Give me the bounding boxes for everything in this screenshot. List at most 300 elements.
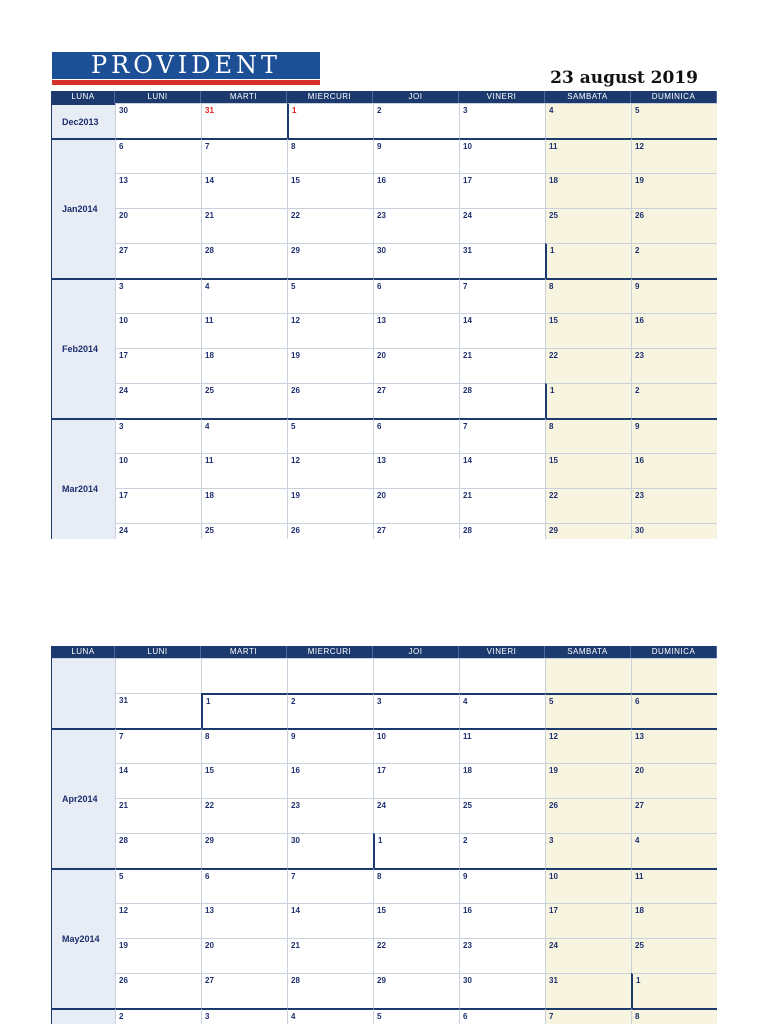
day-cell[interactable] [631,278,717,313]
day-cell[interactable] [459,103,545,138]
document-date: 23 august 2019 [550,68,698,88]
day-cell[interactable] [115,763,201,798]
day-cell[interactable] [115,488,201,523]
day-cell[interactable] [373,488,459,523]
day-cell[interactable] [287,938,373,973]
day-cell[interactable] [545,868,631,903]
month-label: Feb2014 [52,278,115,418]
day-number: 5 [635,106,640,115]
day-cell[interactable] [201,383,287,418]
day-number: 7 [205,142,210,151]
day-cell[interactable] [631,833,717,868]
day-cell[interactable] [631,903,717,938]
logo-text: PROVIDENT [90,51,282,79]
day-cell[interactable] [115,103,201,138]
day-cell[interactable] [287,313,373,348]
day-number: 9 [291,732,296,741]
day-cell[interactable] [631,383,717,418]
day-cell[interactable] [459,523,545,539]
day-cell[interactable] [459,693,545,728]
day-cell[interactable] [115,208,201,243]
day-number: 22 [205,801,214,810]
day-cell[interactable] [459,243,545,278]
day-cell[interactable] [373,938,459,973]
day-cell[interactable] [287,488,373,523]
day-cell[interactable] [631,488,717,523]
day-number: 6 [377,422,382,431]
day-cell[interactable] [459,763,545,798]
column-header-day: LUNI [115,91,201,103]
day-cell[interactable] [115,728,201,763]
day-cell[interactable] [373,973,459,1008]
day-number: 4 [205,282,210,291]
day-cell[interactable] [545,1008,631,1024]
day-number: 16 [635,316,644,325]
day-number: 19 [549,766,558,775]
day-cell[interactable] [115,868,201,903]
month-label: Jan2014 [52,138,115,278]
day-cell[interactable] [631,798,717,833]
column-header-day: MIERCURI [287,91,373,103]
day-number: 25 [635,941,644,950]
day-cell[interactable] [115,658,201,693]
day-cell[interactable] [631,243,717,278]
day-cell[interactable] [545,208,631,243]
day-number: 23 [635,351,644,360]
day-number: 16 [377,176,386,185]
day-number: 6 [119,142,124,151]
day-number: 2 [463,836,468,845]
day-cell[interactable] [373,103,459,138]
month-label: May2014 [52,868,115,1008]
day-number: 22 [549,351,558,360]
day-cell[interactable] [115,418,201,453]
day-cell[interactable] [373,798,459,833]
day-cell[interactable] [631,103,717,138]
day-cell[interactable] [545,693,631,728]
day-number: 3 [463,106,468,115]
day-cell[interactable] [545,278,631,313]
day-cell[interactable] [459,488,545,523]
day-number: 30 [291,836,300,845]
day-cell[interactable] [631,313,717,348]
day-cell[interactable] [631,453,717,488]
day-cell[interactable] [545,903,631,938]
day-cell[interactable] [373,453,459,488]
day-number: 26 [291,386,300,395]
day-cell[interactable] [201,138,287,173]
day-number: 2 [635,246,640,255]
day-number: 7 [291,872,296,881]
day-number: 11 [549,142,558,151]
day-cell[interactable] [373,243,459,278]
day-cell[interactable] [373,383,459,418]
day-cell[interactable] [631,173,717,208]
day-number: 2 [377,106,382,115]
day-cell[interactable] [631,523,717,539]
day-number: 15 [205,766,214,775]
day-number: 31 [119,696,128,705]
month-label: Dec2013 [52,103,115,138]
day-cell[interactable] [373,173,459,208]
day-cell[interactable] [631,693,717,728]
day-cell[interactable] [201,1008,287,1024]
day-number: 11 [205,456,214,465]
day-number: 7 [463,282,468,291]
day-number: 8 [291,142,296,151]
month-label [52,658,115,728]
day-number: 10 [549,872,558,881]
column-header-day: JOI [373,646,459,658]
day-number: 30 [377,246,386,255]
day-cell[interactable] [201,313,287,348]
day-cell[interactable] [459,453,545,488]
day-cell[interactable] [115,798,201,833]
day-cell[interactable] [459,868,545,903]
day-number: 25 [205,526,214,535]
month-label: Mar2014 [52,418,115,539]
day-cell[interactable] [545,453,631,488]
day-cell[interactable] [545,383,631,418]
day-number: 13 [377,456,386,465]
day-number: 27 [377,526,386,535]
day-number: 27 [205,976,214,985]
day-number: 19 [119,941,128,950]
day-number: 1 [550,386,555,395]
day-cell[interactable] [373,903,459,938]
day-cell[interactable] [201,728,287,763]
column-header-day: SAMBATA [545,91,631,103]
day-number: 11 [635,872,644,881]
day-cell[interactable] [115,453,201,488]
day-cell[interactable] [201,453,287,488]
day-cell[interactable] [631,973,717,1008]
day-cell[interactable] [545,348,631,383]
day-cell[interactable] [459,418,545,453]
day-cell[interactable] [545,728,631,763]
day-number: 30 [119,106,128,115]
month-label: Apr2014 [52,728,115,868]
day-cell[interactable] [459,348,545,383]
day-cell[interactable] [115,523,201,539]
day-cell[interactable] [373,658,459,693]
day-cell[interactable] [201,693,287,728]
day-number: 20 [635,766,644,775]
day-cell[interactable] [459,903,545,938]
day-number: 19 [291,351,300,360]
calendar-page-1 [51,91,717,539]
day-cell[interactable] [373,763,459,798]
day-cell[interactable] [115,833,201,868]
day-cell[interactable] [287,868,373,903]
day-cell[interactable] [287,763,373,798]
day-cell[interactable] [115,243,201,278]
day-cell[interactable] [287,693,373,728]
day-cell[interactable] [201,173,287,208]
day-cell[interactable] [201,973,287,1008]
day-cell[interactable] [287,243,373,278]
day-number: 30 [463,976,472,985]
day-number: 12 [549,732,558,741]
day-cell[interactable] [287,453,373,488]
day-cell[interactable] [631,138,717,173]
day-number: 31 [549,976,558,985]
day-cell[interactable] [545,973,631,1008]
day-cell[interactable] [115,903,201,938]
day-number: 23 [635,491,644,500]
day-cell[interactable] [287,903,373,938]
day-cell[interactable] [201,658,287,693]
day-cell[interactable] [545,798,631,833]
column-header-day: MARTI [201,646,287,658]
column-header-day: DUMINICA [631,91,717,103]
day-number: 28 [463,386,472,395]
day-cell[interactable] [545,418,631,453]
day-cell[interactable] [201,798,287,833]
day-cell[interactable] [373,833,459,868]
day-cell[interactable] [545,313,631,348]
day-number: 21 [205,211,214,220]
day-cell[interactable] [373,1008,459,1024]
day-cell[interactable] [373,138,459,173]
day-cell[interactable] [115,1008,201,1024]
day-number: 19 [635,176,644,185]
day-cell[interactable] [373,348,459,383]
day-number: 3 [377,697,382,706]
day-cell[interactable] [201,938,287,973]
day-cell[interactable] [287,138,373,173]
day-cell[interactable] [459,383,545,418]
day-number: 27 [635,801,644,810]
day-cell[interactable] [459,833,545,868]
day-cell[interactable] [287,278,373,313]
day-number: 11 [463,732,472,741]
day-number: 14 [291,906,300,915]
day-number: 6 [205,872,210,881]
day-cell[interactable] [287,103,373,138]
day-number: 3 [549,836,554,845]
day-cell[interactable] [201,763,287,798]
day-number: 4 [549,106,554,115]
day-cell[interactable] [459,798,545,833]
day-cell[interactable] [201,488,287,523]
day-number: 8 [635,1012,640,1021]
day-cell[interactable] [201,868,287,903]
day-number: 13 [377,316,386,325]
day-cell[interactable] [201,833,287,868]
day-cell[interactable] [201,523,287,539]
day-cell[interactable] [545,103,631,138]
day-cell[interactable] [201,418,287,453]
day-number: 27 [119,246,128,255]
day-cell[interactable] [545,243,631,278]
day-cell[interactable] [201,243,287,278]
day-cell[interactable] [287,728,373,763]
day-cell[interactable] [631,658,717,693]
day-cell[interactable] [545,938,631,973]
day-number: 29 [205,836,214,845]
day-number: 3 [119,422,124,431]
day-cell[interactable] [201,103,287,138]
day-number: 20 [119,211,128,220]
day-number: 28 [291,976,300,985]
day-cell[interactable] [115,348,201,383]
day-number: 10 [119,316,128,325]
column-header-day: VINERI [459,646,545,658]
day-cell[interactable] [287,418,373,453]
day-cell[interactable] [115,313,201,348]
day-number: 12 [119,906,128,915]
day-cell[interactable] [287,798,373,833]
day-number: 12 [291,456,300,465]
day-cell[interactable] [459,938,545,973]
day-cell[interactable] [287,1008,373,1024]
day-cell[interactable] [115,383,201,418]
day-cell[interactable] [459,278,545,313]
day-cell[interactable] [287,833,373,868]
day-number: 7 [549,1012,554,1021]
day-number: 1 [550,246,555,255]
day-cell[interactable] [545,488,631,523]
day-number: 12 [635,142,644,151]
day-number: 22 [291,211,300,220]
day-cell[interactable] [287,973,373,1008]
day-cell[interactable] [631,348,717,383]
day-cell[interactable] [459,313,545,348]
day-cell[interactable] [115,938,201,973]
column-header-day: MARTI [201,91,287,103]
day-number: 19 [291,491,300,500]
day-number: 28 [463,526,472,535]
day-cell[interactable] [287,173,373,208]
day-number: 5 [291,422,296,431]
calendar-grid-2 [51,646,717,1024]
day-cell[interactable] [373,278,459,313]
day-number: 13 [635,732,644,741]
day-number: 30 [635,526,644,535]
day-cell[interactable] [631,868,717,903]
day-number: 4 [635,836,640,845]
day-number: 16 [291,766,300,775]
day-cell[interactable] [373,693,459,728]
day-number: 24 [119,526,128,535]
day-number: 28 [119,836,128,845]
day-number: 13 [119,176,128,185]
day-number: 6 [463,1012,468,1021]
day-number: 3 [205,1012,210,1021]
day-number: 20 [205,941,214,950]
day-cell[interactable] [115,693,201,728]
day-cell[interactable] [201,348,287,383]
day-cell[interactable] [287,208,373,243]
day-cell[interactable] [373,523,459,539]
column-header-day: VINERI [459,91,545,103]
day-cell[interactable] [459,173,545,208]
day-number: 24 [377,801,386,810]
day-number: 23 [463,941,472,950]
day-number: 18 [635,906,644,915]
column-header-day: DUMINICA [631,646,717,658]
day-number: 29 [291,246,300,255]
day-number: 6 [635,697,640,706]
day-number: 24 [463,211,472,220]
day-cell[interactable] [459,658,545,693]
day-cell[interactable] [459,1008,545,1024]
day-number: 24 [119,386,128,395]
day-cell[interactable] [459,973,545,1008]
day-cell[interactable] [201,903,287,938]
day-number: 13 [205,906,214,915]
day-cell[interactable] [115,278,201,313]
day-cell[interactable] [631,938,717,973]
day-number: 12 [291,316,300,325]
column-header-day: JOI [373,91,459,103]
day-cell[interactable] [373,208,459,243]
day-cell[interactable] [115,973,201,1008]
day-number: 22 [377,941,386,950]
day-number: 15 [377,906,386,915]
day-number: 25 [463,801,472,810]
day-cell[interactable] [287,523,373,539]
day-number: 28 [205,246,214,255]
day-number: 8 [205,732,210,741]
column-header-day: MIERCURI [287,646,373,658]
day-number: 20 [377,351,386,360]
day-cell[interactable] [545,173,631,208]
day-cell[interactable] [373,868,459,903]
day-number: 2 [119,1012,124,1021]
day-cell[interactable] [631,208,717,243]
day-number: 1 [378,836,383,845]
day-cell[interactable] [459,138,545,173]
day-cell[interactable] [545,138,631,173]
day-cell[interactable] [545,523,631,539]
day-cell[interactable] [631,763,717,798]
day-cell[interactable] [287,383,373,418]
day-cell[interactable] [115,173,201,208]
day-number: 7 [463,422,468,431]
day-cell[interactable] [373,313,459,348]
day-number: 15 [549,456,558,465]
day-cell[interactable] [545,658,631,693]
day-number: 14 [119,766,128,775]
day-cell[interactable] [201,208,287,243]
day-cell[interactable] [459,208,545,243]
day-number: 1 [636,976,641,985]
day-number: 29 [377,976,386,985]
day-cell[interactable] [545,833,631,868]
day-cell[interactable] [373,728,459,763]
day-cell[interactable] [115,138,201,173]
day-cell[interactable] [545,763,631,798]
day-number: 27 [377,386,386,395]
day-number: 7 [119,732,124,741]
day-number: 10 [377,732,386,741]
day-number: 3 [119,282,124,291]
day-cell[interactable] [631,728,717,763]
day-cell[interactable] [459,728,545,763]
day-number: 9 [377,142,382,151]
day-number: 26 [119,976,128,985]
day-cell[interactable] [631,418,717,453]
day-cell[interactable] [287,348,373,383]
day-cell[interactable] [373,418,459,453]
day-cell[interactable] [287,658,373,693]
day-number: 15 [291,176,300,185]
day-cell[interactable] [201,278,287,313]
logo-stripe [52,80,320,85]
day-cell[interactable] [631,1008,717,1024]
